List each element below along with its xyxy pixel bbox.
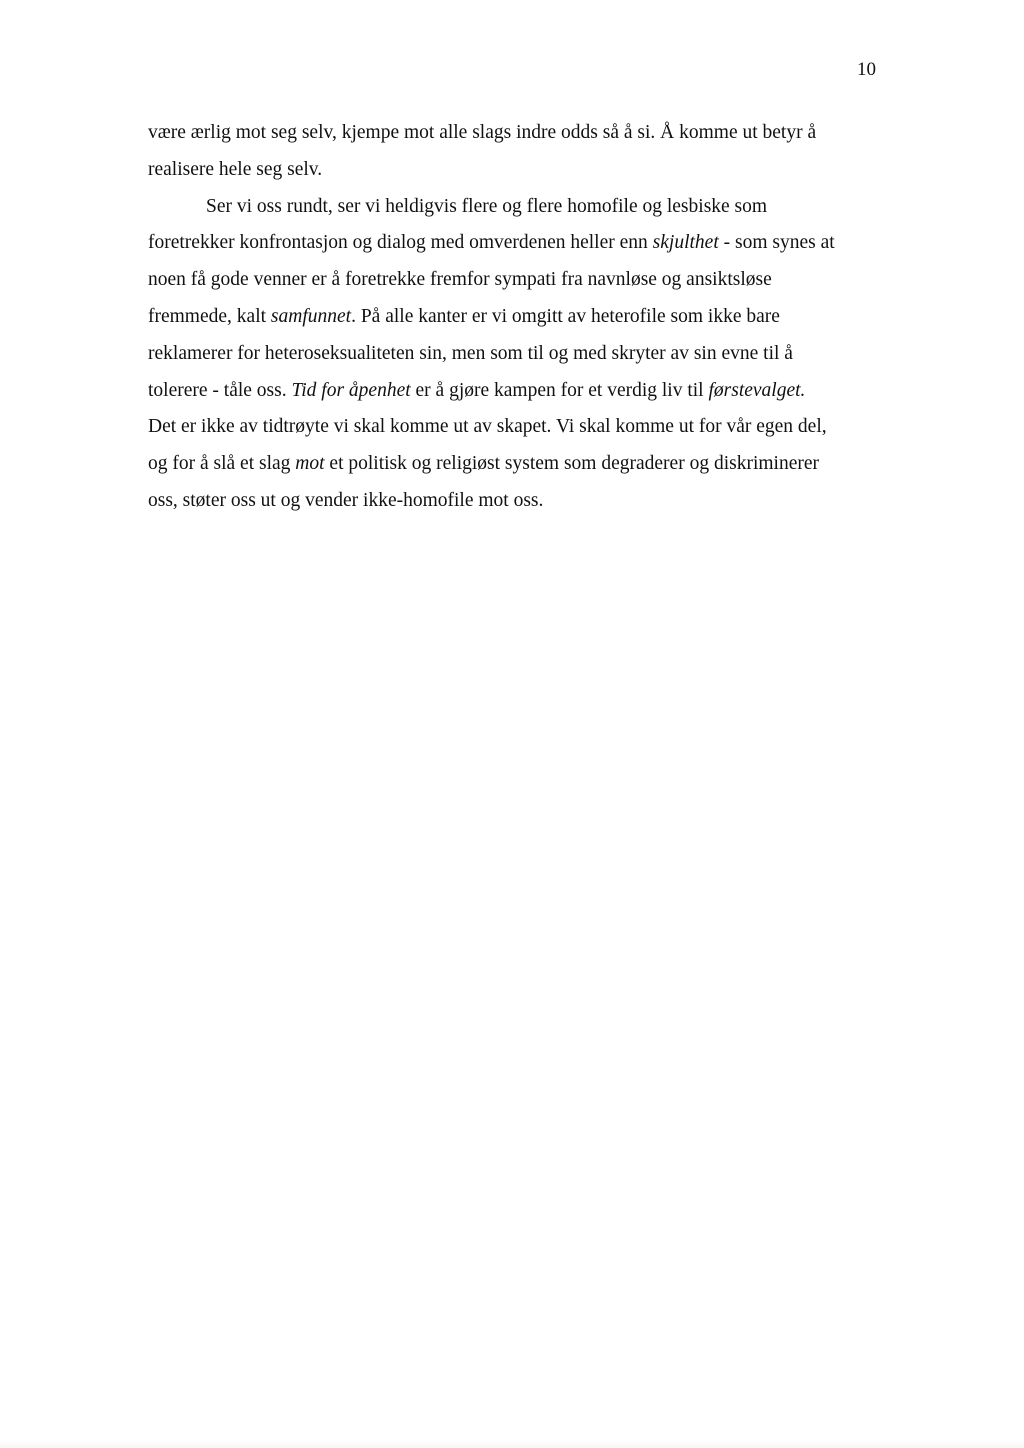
text-run: Ser vi oss rundt, ser vi heldigvis flere og flere homofile og lesbiske som <box>206 195 768 217</box>
text-line <box>148 483 878 520</box>
text-run: noen få gode venner er å foretrekke fremfor sympati fra navnløse og ansiktsløse <box>148 269 772 291</box>
emphasis-text: Tid for åpenhet <box>291 379 411 401</box>
paragraph-first-line <box>148 189 878 226</box>
text-run: Det er ikke av tidtrøyte vi skal komme ut av skapet. Vi skal komme ut for vår egen del, <box>148 416 827 438</box>
text-run: realisere hele seg selv. <box>148 158 323 180</box>
text-line <box>148 373 878 410</box>
text-run: være ærlig mot seg selv, kjempe mot alle slags indre odds så å si. Å komme ut betyr å <box>148 122 817 143</box>
text-run: - som synes at <box>718 232 835 254</box>
emphasis-text: mot <box>295 453 325 475</box>
text-run: og for å slå et slag <box>148 453 296 475</box>
emphasis-text: førstevalget. <box>708 379 806 401</box>
text-run: reklamerer for heteroseksualiteten sin, men som til og med skryter av sin evne til å <box>148 342 793 364</box>
text-run: foretrekker konfrontasjon og dialog med omverdenen heller enn <box>148 232 653 254</box>
text-line <box>148 299 878 336</box>
text-line <box>148 115 878 152</box>
text-run: oss, støter oss ut og vender ikke-homofile mot oss. <box>148 489 544 511</box>
body-text <box>148 115 878 520</box>
text-run: tolerere - tåle oss. <box>148 379 292 401</box>
text-run: . På alle kanter er vi omgitt av heterofile som ikke bare <box>351 305 780 327</box>
text-run: er å gjøre kampen for et verdig liv til <box>410 379 709 401</box>
text-line <box>148 262 878 299</box>
text-line <box>148 225 878 262</box>
emphasis-text: samfunnet <box>270 305 352 327</box>
text-run: et politisk og religiøst system som degraderer og diskriminerer <box>324 453 819 475</box>
text-line <box>148 409 878 446</box>
scan-edge <box>0 1440 1024 1448</box>
emphasis-text: skjulthet <box>652 232 719 254</box>
text-run: fremmede, kalt <box>148 305 271 327</box>
text-line <box>148 152 878 189</box>
page-number: 10 <box>857 59 876 80</box>
text-line <box>148 336 878 373</box>
text-line <box>148 446 878 483</box>
